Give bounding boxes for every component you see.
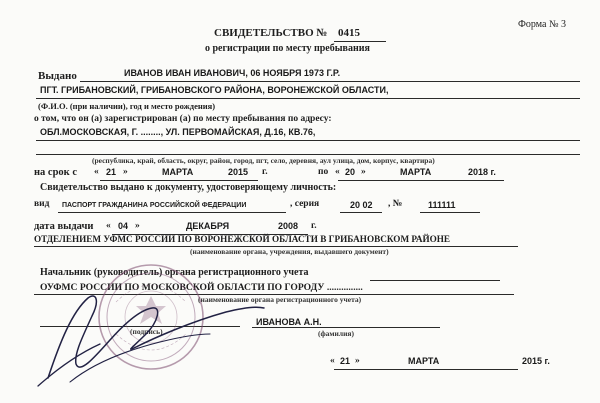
term-from-label: на срок с — [34, 167, 78, 178]
term-from-year-suffix: г. — [262, 167, 268, 177]
final-date-close-quote: » — [355, 356, 360, 366]
issuing-body-hint: (наименование органа, учреждения, выдавшего документ) — [190, 247, 389, 256]
address-line-1 — [36, 140, 580, 141]
term-to-day: 20 — [345, 167, 356, 177]
final-date-line — [334, 369, 518, 370]
term-from-line — [100, 180, 258, 181]
issue-date-label: дата выдачи — [34, 221, 94, 232]
holder-birthplace: ПГТ. ГРИБАНОВСКИЙ, ГРИБАНОВСКОГО РАЙОНА, ВОРОНЕЖСКОЙ ОБЛАСТИ, — [40, 85, 389, 95]
surname-line — [252, 327, 440, 328]
document-kind-value: ПАСПОРТ ГРАЖДАНИНА РОССИЙСКОЙ ФЕДЕРАЦИИ — [62, 202, 247, 209]
document-series-line — [340, 212, 382, 213]
holder-birthplace-line — [36, 98, 580, 99]
term-to-line — [338, 180, 504, 181]
holder-name: ИВАНОВ ИВАН ИВАНОВИЧ, 06 НОЯБРЯ 1973 Г.Р. — [124, 68, 341, 78]
term-to-label: по — [318, 167, 329, 177]
certificate-number: 0415 — [338, 27, 360, 39]
final-date-year: 2015 г. — [522, 356, 550, 366]
term-from-month: МАРТА — [162, 167, 194, 177]
form-number: Форма № 3 — [518, 19, 566, 30]
term-from-close-quote: » — [123, 167, 128, 177]
address-line-2 — [36, 154, 580, 155]
registration-body-hint: (наименование органа регистрационного учета) — [198, 295, 362, 304]
address-hint: (республика, край, область, округ, район, город, пгт, село, деревня, аул улица, дом, корпус, квартира) — [92, 156, 435, 165]
term-to-month: МАРТА — [400, 167, 432, 177]
address-label: о том, что он (а) зарегистрирован (а) по месту пребывания по адресу: — [34, 114, 332, 124]
document-series-value: 20 02 — [350, 200, 373, 210]
term-from-day: 21 — [106, 167, 117, 177]
issue-date-month: ДЕКАБРЯ — [186, 221, 230, 231]
term-from-year: 2015 — [228, 167, 249, 177]
document-number-label: , № — [388, 199, 403, 209]
certificate-title: СВИДЕТЕЛЬСТВО № — [214, 27, 328, 39]
document-number-value: 111111 — [428, 200, 456, 210]
issue-date-day: 04 — [118, 221, 129, 231]
holder-name-line — [80, 81, 580, 82]
term-to-year: 2018 г. — [468, 167, 496, 177]
document-series-label: , серия — [290, 199, 320, 209]
issue-date-year: 2008 — [278, 221, 299, 231]
final-date-day: 21 — [340, 356, 351, 366]
final-date-open-quote: « — [330, 356, 335, 366]
registration-body-value: ОУФМС РОССИИ ПО МОСКОВСКОЙ ОБЛАСТИ ПО ГОРОДУ ............... — [40, 282, 363, 293]
document-label: Свидетельство выдано к документу, удостоверяющему личность: — [40, 182, 337, 193]
issue-date-close-quote: » — [135, 221, 140, 231]
issue-date-open-quote: « — [106, 221, 111, 231]
holder-hint: (Ф.И.О. (при наличии), год и место рождения) — [38, 101, 216, 111]
registration-body-label: Начальник (руководитель) органа регистрационного учета — [40, 267, 309, 278]
term-from-open-quote: « — [94, 167, 99, 177]
document-kind-label: вид — [34, 199, 50, 209]
registration-body-label-line — [370, 280, 500, 281]
term-to-open-quote: « — [335, 167, 340, 177]
signature-hint: (подпись) — [130, 327, 163, 336]
issuing-body-value: ОТДЕЛЕНИЕМ УФМС РОССИИ ПО ВОРОНЕЖСКОЙ ОБЛАСТИ В ГРИБАНОВСКОМ РАЙОНЕ — [34, 234, 451, 244]
issue-date-suffix: г. — [311, 221, 317, 231]
final-date-month: МАРТА — [408, 356, 440, 366]
document-kind-line — [58, 212, 286, 213]
term-to-close-quote: » — [361, 167, 366, 177]
certificate-subtitle: о регистрации по месту пребывания — [205, 43, 370, 54]
certificate-number-line — [334, 41, 386, 42]
official-surname: ИВАНОВА А.Н. — [256, 317, 322, 327]
issued-to-label: Выдано — [38, 70, 77, 82]
surname-hint: (фамилия) — [318, 329, 354, 338]
address-value: ОБЛ.МОСКОВСКАЯ, Г. ........, УЛ. ПЕРВОМАЙСКАЯ, Д.16, КВ.76, — [40, 127, 316, 137]
handwritten-signature-icon — [30, 282, 270, 392]
document-number-line — [420, 212, 480, 213]
